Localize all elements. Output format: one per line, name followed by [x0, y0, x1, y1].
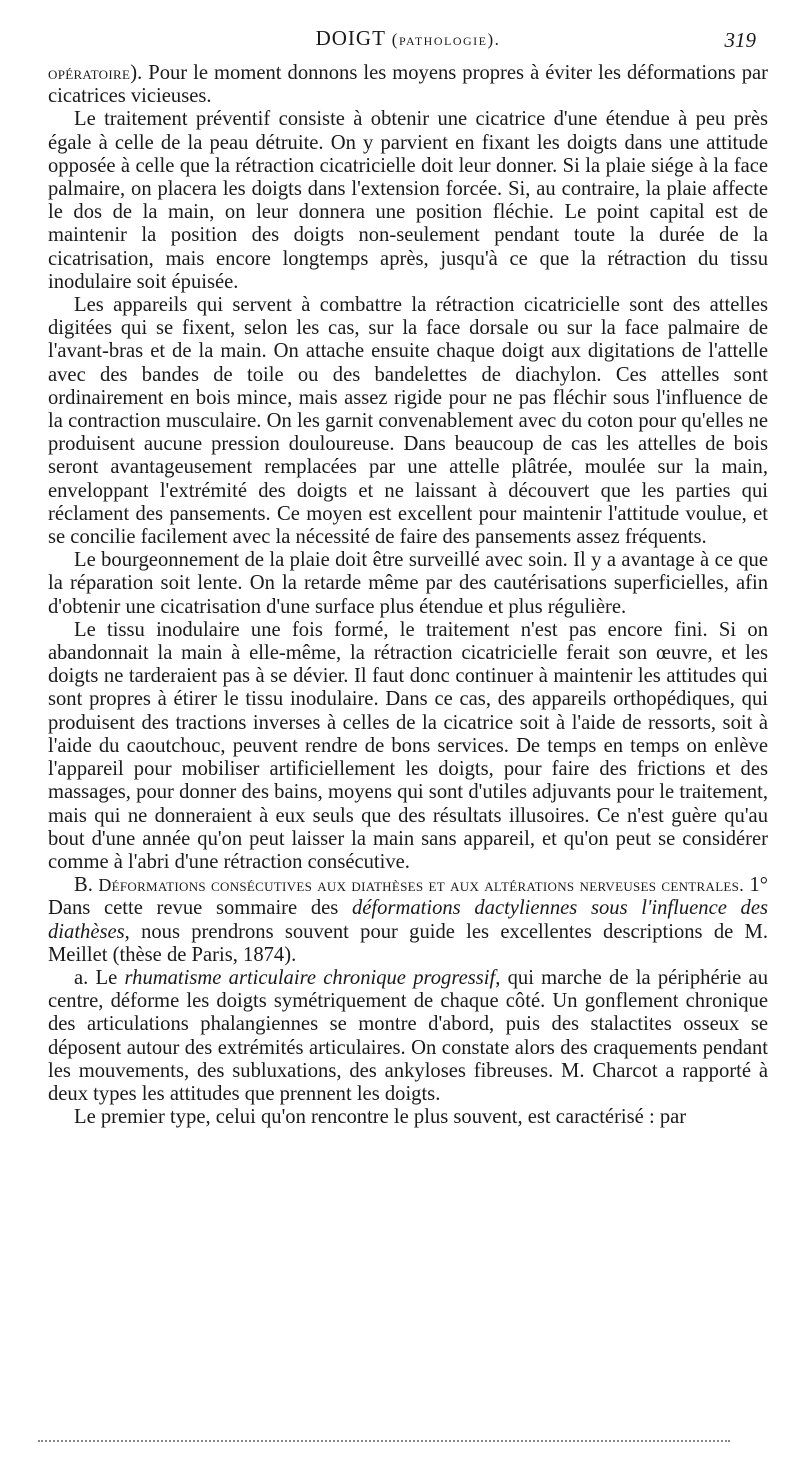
- paragraph-8: Le premier type, celui qu'on rencontre le plus souvent, est caractérisé : par: [74, 1106, 687, 1129]
- paragraph-text: ). Pour le moment donnons les moyens propres à éviter les déformations par cicatrices vicieuses.: [48, 62, 768, 108]
- italic-phrase: déformations dactyliennes sous l'influence des diathèses: [48, 897, 768, 943]
- footer-rule: [38, 1440, 730, 1442]
- header-subtitle: (pathologie).: [391, 30, 501, 49]
- small-caps-lead: opératoire: [48, 63, 131, 83]
- section-label: B.: [74, 874, 99, 897]
- header-title: DOIGT: [315, 26, 386, 50]
- item-label: a. Le: [74, 966, 125, 989]
- paragraph-text: , qui marche de la périphérie au centre, déforme les doigts symétriquement de chaque côté. Un gonflement chronique des articulations phalangiennes se montre d'abord, puis des stalactites osseux se déposent autour des extrémités articulaires. On constate alors des craquements pendant les mouvements, des subluxations, des ankyloses fibreuses. M. Charcot a rapporté à deux types les attitudes que prennent les doigts.: [48, 966, 768, 1105]
- paragraph-2: Le traitement préventif consiste à obtenir une cicatrice d'une étendue à peu près égale à celle de la peau détruite. On y parvient en fixant les doigts dans une attitude opposée à celle que la rétraction cicatricielle doit leur donner. Si la plaie siége à la face palmaire, on placera les doigts dans l'extension forcée. Si, au contraire, la plaie affecte le dos de la main, on leur donnera une position fléchie. Le point capital est de maintenir la position des doigts non-seulement pendant toute la durée de la cicatrisation, mais encore longtemps après, jusqu'à ce que la rétraction du tissu inodulaire soit épuisée.: [48, 108, 768, 293]
- running-title: [48, 26, 768, 51]
- paragraph-7: [48, 967, 768, 1106]
- paragraph-1: [48, 62, 768, 108]
- section-heading: Déformations consécutives aux diathèses et aux altérations nerveuses centrales.: [98, 875, 745, 896]
- paragraph-6-section-b: [48, 874, 768, 967]
- page-body: [48, 62, 768, 1129]
- italic-phrase: rhumatisme articulaire chronique progressif: [124, 966, 496, 989]
- paragraph-5: Le tissu inodulaire une fois formé, le traitement n'est pas encore fini. Si on abandonnait la main à elle-même, la rétraction cicatricielle ferait son œuvre, et les doigts ne tarderaient pas à se dévier. Il faut donc continuer à maintenir les attitudes qui sont propres à étirer le tissu inodulaire. Dans ce cas, des appareils orthopédiques, qui produisent des tractions inverses à celles de la cicatrice soit à l'aide de ressorts, soit à l'aide du caoutchouc, peuvent rendre de bons services. De temps en temps on enlève l'appareil pour mobiliser artificiellement les doigts, pour faire des frictions et des massages, pour donner des bains, moyens qui sont d'utiles adjuvants pour le traitement, mais qui ne donneraient à eux seuls que des résultats illusoires. Ce n'est guère qu'au bout d'une année qu'on peut laisser la main sans appareil, et qu'on peut se considérer comme à l'abri d'une rétraction consécutive.: [48, 618, 768, 873]
- paragraph-3: Les appareils qui servent à combattre la rétraction cicatricielle sont des attelles digitées qui se fixent, selon les cas, sur la face dorsale ou sur la face palmaire de l'avant-bras et de la main. On attache ensuite chaque doigt aux digitations de l'attelle avec des bandes de toile ou des bandelettes de diachylon. Ces attelles sont ordinairement en bois mince, mais assez rigide pour ne pas fléchir sous l'influence de la contraction musculaire. On les garnit convenablement avec du coton pour qu'elles ne produisent aucune pression douloureuse. Dans beaucoup de cas les attelles de bois seront avantageusement remplacées par une attelle plâtrée, moulée sur la main, enveloppant l'extrémité des doigts et ne laissant à découvert que les parties qui réclament des pansements. Ce moyen est excellent pour maintenir l'attitude voulue, et se concilie facilement avec la nécessité de faire des pansements assez fréquents.: [48, 294, 768, 549]
- paragraph-text: 1° Dans cette revue sommaire des: [48, 874, 768, 920]
- page-number: 319: [724, 28, 756, 52]
- paragraph-4: Le bourgeonnement de la plaie doit être surveillé avec soin. Il y a avantage à ce que la réparation soit lente. On la retarde même par des cautérisations superficielles, afin d'obtenir une cicatrisation d'une surface plus étendue et plus régulière.: [48, 549, 768, 618]
- paragraph-text: , nous prendrons souvent pour guide les excellentes descriptions de M. Meillet (thèse de Paris, 1874).: [48, 920, 768, 966]
- running-header: [48, 26, 768, 56]
